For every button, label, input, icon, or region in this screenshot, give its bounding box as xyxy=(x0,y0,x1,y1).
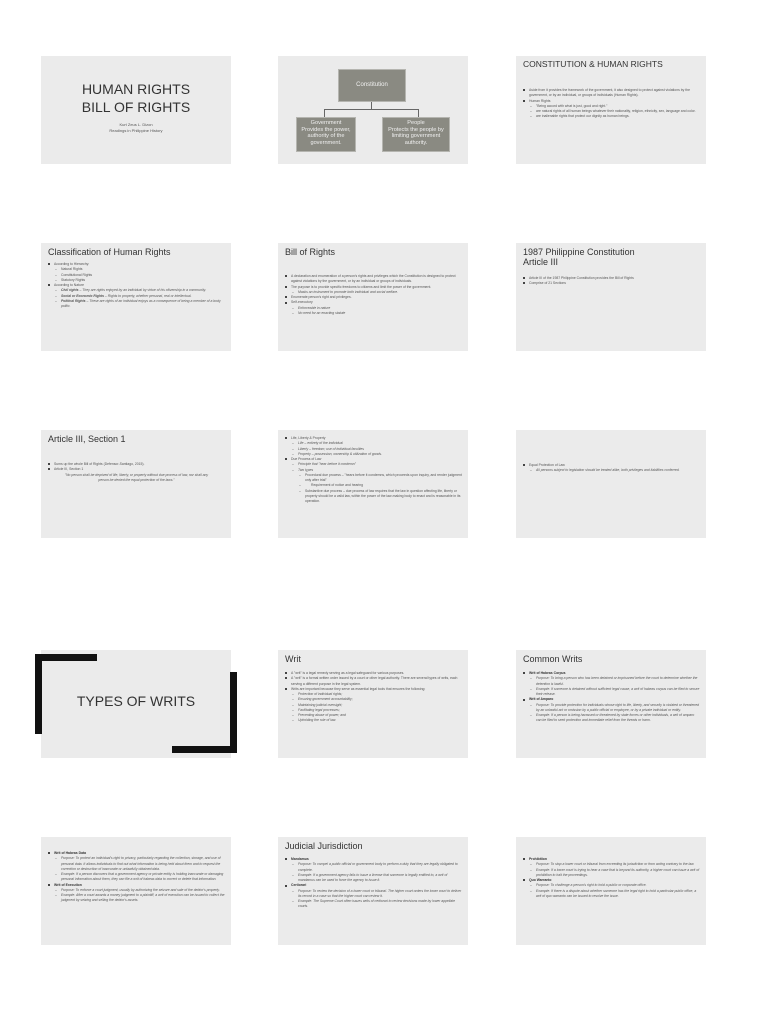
bullet: A "writ" is a legal remedy serving as a legal safeguard for various purposes. xyxy=(285,671,462,676)
sub-bullet: – Purpose: To stop a lower court or tribunal from exceeding its jurisdiction or from acting contrary to the law. xyxy=(523,862,700,867)
sub-bullet: – Purpose: To challenge a person's right to hold a public or corporate office. xyxy=(523,883,700,888)
bullet: According to Hierarchy: xyxy=(48,262,225,267)
bullet: A "writ" is a formal written order issued by a court or other legal authority. There are several types of writs, each serving a different purpose in the legal system. xyxy=(285,676,462,687)
people-box: People Protects the people by limiting government authority. xyxy=(382,117,450,152)
bullet: Equal Protection of Law xyxy=(523,463,700,468)
bullet: Aside from it provides the framework of the government, it also designed to protect against violations by the government, or by an individual, or groups of individuals (Human Rights). xyxy=(523,88,700,99)
connector-right xyxy=(418,109,419,117)
bullet: Self-executory xyxy=(285,300,462,305)
connector-vertical xyxy=(371,102,372,109)
sub-bullet: – Purpose: To provide protection for individuals whose right to life, liberty, and security is violated or threatened by an unlawful act or omission by a public official or employee, or by a private individual or entity. xyxy=(523,703,700,714)
frame-corner-bottom-right-v xyxy=(230,672,237,753)
slide-6-body xyxy=(523,276,700,287)
sub-bullet: – Example: If there is a dispute about whether someone has the legal right to hold a particular public office, a writ of quo warranto can be issued to resolve the issue. xyxy=(523,889,700,900)
sub-bullet: – Example: If a person is being harassed or threatened by state forces or other individuals, a writ of amparo can be filed to seek protection and immediate relief from the threats or harm. xyxy=(523,713,700,724)
slide-1-course: Readings in Philippine History xyxy=(109,128,163,133)
bullet: Writ of Execution xyxy=(48,883,225,888)
sub-bullet: – Civil rights – They are rights enjoyed by an individual by virtue of his citizenship in a community. xyxy=(48,288,225,293)
sub-bullet: – Ensuring government accountability; xyxy=(285,697,462,702)
slide-7-body xyxy=(48,462,225,483)
sub-bullet: – Example: If a government agency fails to issue a license that someone is legally entitled to, a writ of mandamus can be used to force the agency to issue it. xyxy=(285,873,462,884)
slide-15-body xyxy=(523,857,700,899)
bullet: Due Process of Law xyxy=(285,457,462,462)
slide-4-heading: Classification of Human Rights xyxy=(48,247,171,257)
bullet: Writ of Habeas Data xyxy=(48,851,225,856)
slide-15-prohibition[interactable] xyxy=(516,837,706,945)
constitution-box: Constitution xyxy=(338,69,406,102)
sub-bullet: – Preventing abuse of power; and xyxy=(285,713,462,718)
sub-bullet: – Example: The Supreme Court often issues writs of certiorari to review decisions made by lower appellate courts. xyxy=(285,899,462,910)
bullet: Writ of Amparo xyxy=(523,697,700,702)
bullet: Life, Liberty & Property xyxy=(285,436,462,441)
slide-3-body xyxy=(523,88,700,120)
sub-bullet: – Purpose: To bring a person who has been detained or imprisoned before the court to determine whether the detention is lawful. xyxy=(523,676,700,687)
connector-horizontal xyxy=(324,109,418,110)
bullet: The purpose is to provide specific freedoms to citizens and limit the power of the government. xyxy=(285,285,462,290)
bullet: Prohibition xyxy=(523,857,700,862)
slide-11-heading: Writ xyxy=(285,654,301,664)
slide-8-body xyxy=(285,436,462,504)
sub-sub-bullet: – Substantive due process – due process of law requires that the law in question affecting life, liberty or property should be a valid law, within the power of the law-making body to enact and is reasonable in its operation. xyxy=(285,489,462,505)
sub-bullet: – Constitutional Rights xyxy=(48,273,225,278)
slide-7-heading: Article III, Section 1 xyxy=(48,434,126,444)
bullet: Quo Warranto xyxy=(523,878,700,883)
sub-bullet: – Purpose: To compel a public official or government body to perform a duty that they are legally obligated to complete. xyxy=(285,862,462,873)
sub-bullet: – Principle that "hear before it condemn" xyxy=(285,462,462,467)
slide-14-judicial-jurisdiction[interactable] xyxy=(278,837,468,945)
slide-7-section-1[interactable] xyxy=(41,430,231,538)
slide-9-equal-protection[interactable] xyxy=(516,430,706,538)
slide-2-diagram[interactable] xyxy=(278,56,468,164)
sub-bullet: – Protection of individual rights; xyxy=(285,692,462,697)
slide-5-heading: Bill of Rights xyxy=(285,247,336,257)
sub-bullet: – Enforceable in nature xyxy=(285,306,462,311)
sub-bullet: – Liberty – freedom; use of individual faculties xyxy=(285,447,462,452)
bullet: Article III, Section 1 xyxy=(48,467,225,472)
slide-13-body xyxy=(48,851,225,904)
bullet: Sums up the whole Bill of Rights (Defensor-Santiago, 2015). xyxy=(48,462,225,467)
slide-13-habeas-data[interactable] xyxy=(41,837,231,945)
sub-bullet: – Maintaining judicial oversight; xyxy=(285,703,462,708)
slide-3-heading: CONSTITUTION & HUMAN RIGHTS xyxy=(523,59,663,69)
slide-11-writ[interactable] xyxy=(278,650,468,758)
slide-9-body xyxy=(523,463,700,474)
slide-12-common-writs[interactable] xyxy=(516,650,706,758)
bullet: Article III of the 1987 Philippine Constitution provides the Bill of Rights xyxy=(523,276,700,281)
sub-bullet: – "Being accord with what is just, good and right." xyxy=(523,104,700,109)
connector-left xyxy=(324,109,325,117)
slide-14-heading: Judicial Jurisdiction xyxy=(285,841,363,851)
frame-corner-bottom-right-h xyxy=(172,746,237,753)
slide-1-author: Kurt Zeus L. Dizon xyxy=(119,122,153,127)
sub-bullet: – are inalienable rights that protect our dignity as human beings. xyxy=(523,114,700,119)
bullet: Mandamus xyxy=(285,857,462,862)
slide-8-due-process[interactable] xyxy=(278,430,468,538)
bullet: Writ of Habeas Corpus xyxy=(523,671,700,676)
sub-bullet: – Example: After a court awards a money judgment to a plaintiff, a writ of execution can be issued to collect the judgment by seizing and selling the debtor's assets. xyxy=(48,893,225,904)
slide-5-bill-of-rights[interactable] xyxy=(278,243,468,351)
sub-bullet: – Statutory Rights xyxy=(48,278,225,283)
sub-bullet: – Upholding the rule of law. xyxy=(285,718,462,723)
sub-bullet: – are natural rights of all human beings whatever their nationality, religion, ethnicity, sex, language and color. xyxy=(523,109,700,114)
bullet: According to Nature xyxy=(48,283,225,288)
bullet: Certiorari xyxy=(285,883,462,888)
slide-5-body xyxy=(285,274,462,316)
sub-bullet: – Property – possession, ownership & utilization of goods. xyxy=(285,452,462,457)
sub-bullet: – All persons subject to legislation should be treated alike, both privileges and liabilities conferred. xyxy=(523,468,700,473)
bullet: Writs are important because they serve as essential legal tools that ensures the following: xyxy=(285,687,462,692)
bullet: Human Rights xyxy=(523,99,700,104)
section-quote: "No person shall be deprived of life, liberty, or property without due process of law, nor shall any person be denied the equal protection of the laws." xyxy=(64,472,209,482)
slide-10-types-of-writs[interactable] xyxy=(41,650,231,758)
sub-bullet: – No need for an enacting statute xyxy=(285,311,462,316)
slide-6-article-iii[interactable] xyxy=(516,243,706,351)
slide-6-heading: 1987 Philippine Constitution Article III xyxy=(523,247,635,268)
slide-4-body xyxy=(48,262,225,309)
sub-bullet: – Social or Economic Rights – Rights to property, whether personal, real or intellectual. xyxy=(48,294,225,299)
sub-bullet: – Purpose: To protect an individual's right to privacy, particularly regarding the collection, storage, and use of personal data. It allows individuals to find out what information is being held about them and to request the correction or destruction of inaccurate or unlawfully obtained data. xyxy=(48,856,225,872)
sub-bullet: – Life – entirety of the individual xyxy=(285,441,462,446)
sub-bullet: – Two types xyxy=(285,468,462,473)
slide-10-heading: TYPES OF WRITS xyxy=(76,693,196,709)
bullet: Enumerate person's right and privileges. xyxy=(285,295,462,300)
slide-11-body xyxy=(285,671,462,724)
sub-bullet: – Purpose: To enforce a court judgment, usually by authorizing the seizure and sale of the debtor's property. xyxy=(48,888,225,893)
slide-1-heading: HUMAN RIGHTS BILL OF RIGHTS xyxy=(81,81,191,116)
sub-bullet: – Natural Rights xyxy=(48,267,225,272)
sub-bullet: – Facilitating legal processes; xyxy=(285,708,462,713)
slide-14-body xyxy=(285,857,462,910)
slide-1-title[interactable] xyxy=(41,56,231,164)
sub-bullet: – Example: If a lower court is trying to hear a case that is beyond its authority, a higher court can issue a writ of prohibition to halt the proceedings. xyxy=(523,868,700,879)
slide-3-constitution-human-rights[interactable] xyxy=(516,56,706,164)
sub-sub-bullet: – Procedural due process – "hears before it condemns, which proceeds upon inquiry, and render judgment only after trial" xyxy=(285,473,462,484)
sub-bullet: – Purpose: To review the decision of a lower court or tribunal. The higher court orders the lower court to deliver its record in a case so that the higher court can review it. xyxy=(285,889,462,900)
slide-12-heading: Common Writs xyxy=(523,654,583,664)
bullet: A declaration and enumeration of a person's rights and privileges which the Constitution is designed to protect against violations by the government, or by an individual or groups of individuals. xyxy=(285,274,462,285)
sub-sub-bullet: – Requirement of notice and hearing xyxy=(285,483,462,488)
sub-bullet: – Masks an instrument to promote both individual and social welfare. xyxy=(285,290,462,295)
slide-4-classification[interactable] xyxy=(41,243,231,351)
sub-bullet: – Example: If someone is detained without sufficient legal cause, a writ of habeas corpus can be filed to secure their release. xyxy=(523,687,700,698)
frame-corner-top-left-h xyxy=(35,654,97,661)
sub-bullet: – Political Rights – These are rights of an individual enjoys as a consequence of being a member of a body politic. xyxy=(48,299,225,310)
bullet: Comprise of 21 Sections xyxy=(523,281,700,286)
government-box: Government Provides the power, authority of the government. xyxy=(296,117,356,152)
frame-corner-top-left-v xyxy=(35,654,42,734)
sub-bullet: – Example: If a person discovers that a government agency or private entity is holding inaccurate or damaging personal information about them, they can file a writ of habeas data to correct or delete that information. xyxy=(48,872,225,883)
slide-12-body xyxy=(523,671,700,724)
